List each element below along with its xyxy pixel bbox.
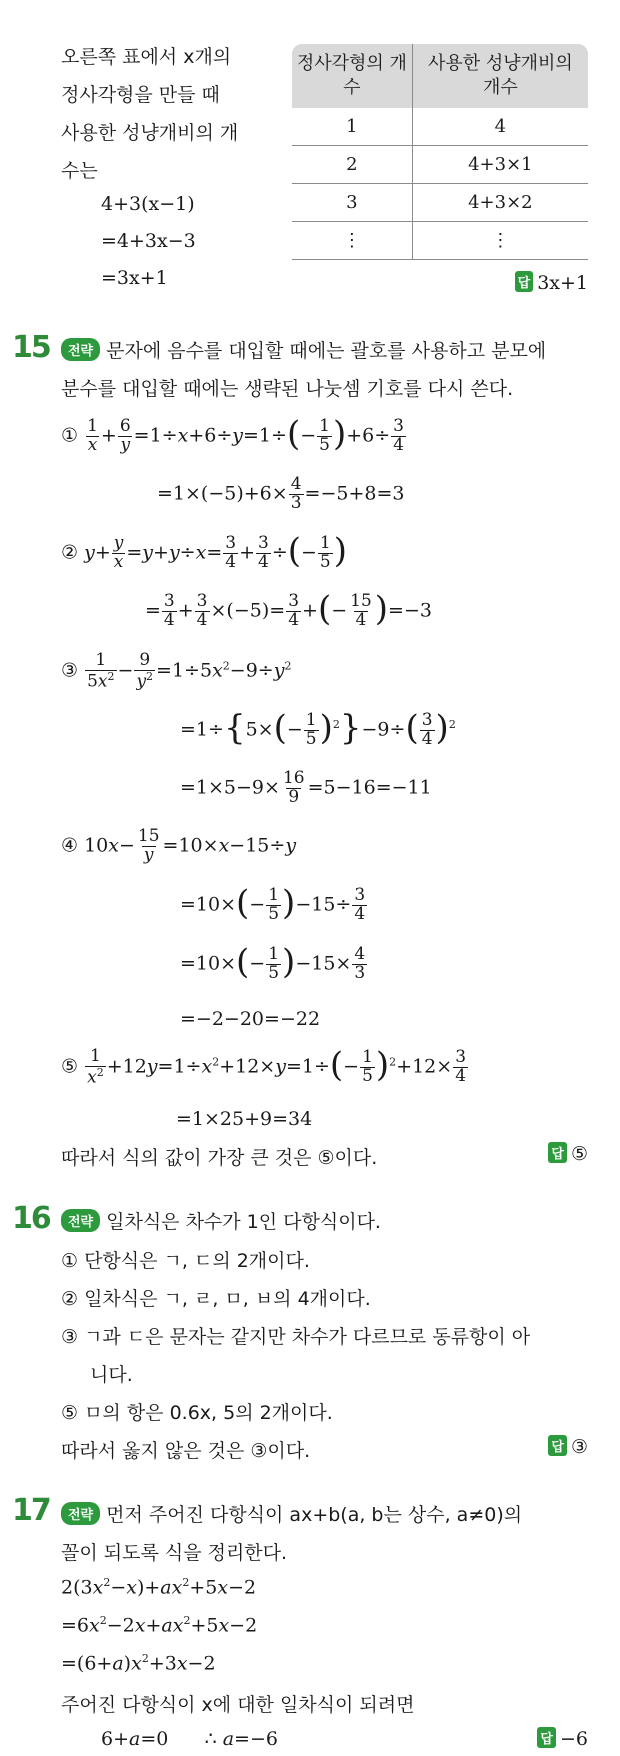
table-row: [292, 108, 588, 146]
table-cell: ⋮: [412, 222, 588, 260]
q15-option-4-line-2: =10×(− $\frac{1}{5}$ )−15÷ $\frac{3}{4}$: [180, 882, 366, 924]
answer-mark-icon: 답: [548, 1435, 567, 1456]
q16-line-5: ⑤ ㅁ의 항은 0.6x, 5의 2개이다.: [61, 1402, 333, 1424]
table-header: 정사각형의 개수: [292, 44, 412, 108]
answer-mark-icon: 답: [548, 1142, 567, 1163]
table-header: 사용한 성냥개비의 개수: [412, 44, 588, 108]
q16-line-2: ② 일차식은 ㄱ, ㄹ, ㅁ, ㅂ의 4개이다.: [61, 1288, 371, 1310]
q15-conclusion: 따라서 식의 값이 가장 큰 것은 ⑤이다.: [61, 1147, 378, 1169]
intro-line-4: 수는: [61, 160, 98, 182]
calc-line-2: =4+3x−3: [101, 230, 196, 252]
q16-strategy: 전략 일차식은 차수가 1인 다항식이다.: [61, 1207, 381, 1234]
top-answer: 답 3x+1: [515, 272, 588, 294]
q15-option-5-line-1: ⑤ $\frac{1}{x^2}$ $+12y=1\div x^2+12\times y=1\div(-$ $\frac{1}{5}$ )$^2$+12× $\frac{3}{4}$: [61, 1045, 467, 1088]
q15-option-3-line-3: =1×5−9× $\frac{16}{9}$ =5−16=−11: [180, 768, 432, 807]
strategy-tag: 전략: [61, 338, 100, 361]
q16-line-1: ① 단항식은 ㄱ, ㄷ의 2개이다.: [61, 1250, 310, 1272]
strategy-tag: 전략: [61, 1502, 100, 1525]
q15-option-3-line-2: =1÷{5×(− $\frac{1}{5}$ )$^2$}−9÷( $\frac{3}{4}$ )$^2$: [180, 707, 456, 749]
calc-line-3: =3x+1: [101, 267, 168, 289]
q15-option-3-line-1: ③ $\frac{1}{5x^2}$ − $\frac{9}{y^2}$ $=1\div 5x^2-9\div y^2$: [61, 650, 292, 692]
q17-result-line: 6+a=0 ∴ a=−6: [101, 1728, 278, 1750]
q15-option-1-line-1: ① $\frac{1}{x}$ + $\frac{6}{y}$ =1÷x+6÷y=1÷(− $\frac{1}{5}$ )+6÷ $\frac{3}{4}$: [61, 413, 404, 455]
q17-answer: 답 −6: [537, 1728, 588, 1750]
intro-line-3: 사용한 성냥개비의 개: [61, 122, 239, 144]
q16-answer: 답 ③: [548, 1436, 588, 1458]
q16-line-3: ③ ㄱ과 ㄷ은 문자는 같지만 차수가 다르므로 동류항이 아: [61, 1326, 531, 1348]
q17-calc-line-2: $=6x^2-2x+ax^2+5x-2$: [61, 1614, 258, 1637]
q15-option-4-line-3: =10×(− $\frac{1}{5}$ )−15× $\frac{4}{3}$: [180, 941, 366, 983]
q15-strategy-line-1: 전략 문자에 음수를 대입할 때에는 괄호를 사용하고 분모에: [61, 336, 546, 363]
q17-strategy-line-1: 전략 먼저 주어진 다항식이 ax+b(a, b는 상수, a≠0)의: [61, 1500, 522, 1527]
table-cell: 2: [292, 146, 412, 184]
intro-line-2: 정사각형을 만들 때: [61, 84, 220, 106]
table-cell: 4: [412, 108, 588, 146]
matchstick-table: [292, 44, 588, 260]
q17-text-line: 주어진 다항식이 x에 대한 일차식이 되려면: [61, 1694, 415, 1716]
q15-option-2-line-2: = $\frac{3}{4}$ + $\frac{3}{4}$ ×(−5)= $\frac{3}{4}$ +(− $\frac{15}{4}$ )=−3: [145, 588, 432, 630]
q16-conclusion: 따라서 옳지 않은 것은 ③이다.: [61, 1440, 311, 1462]
strategy-tag: 전략: [61, 1209, 100, 1232]
table-row: [292, 184, 588, 222]
table-cell: 1: [292, 108, 412, 146]
answer-mark-icon: 답: [515, 271, 534, 292]
answer-mark-icon: 답: [537, 1727, 556, 1748]
q15-answer: 답 ⑤: [548, 1143, 588, 1165]
question-number-15: 15: [12, 330, 50, 365]
table-cell: 3: [292, 184, 412, 222]
table-header-row: [292, 44, 588, 108]
q16-line-4: 니다.: [90, 1364, 133, 1386]
q17-strategy-line-2: 꼴이 되도록 식을 정리한다.: [61, 1542, 288, 1564]
table-cell: 4+3×1: [412, 146, 588, 184]
q17-calc-line-3: $=(6+a)x^2+3x-2$: [61, 1652, 216, 1675]
calc-line-1: 4+3(x−1): [101, 193, 195, 215]
q15-option-4-line-4: =−2−20=−22: [180, 1008, 321, 1030]
q15-strategy-line-2: 분수를 대입할 때에는 생략된 나눗셈 기호를 다시 쓴다.: [61, 378, 514, 400]
q15-option-5-line-2: =1×25+9=34: [176, 1108, 313, 1130]
q15-option-1-line-2: =1×(−5)+6× $\frac{4}{3}$ =−5+8=3: [157, 474, 405, 513]
q15-option-2-line-1: ② y+ $\frac{y}{x}$ =y+y÷x= $\frac{3}{4}$ + $\frac{3}{4}$ ÷(− $\frac{1}{5}$ ): [61, 530, 348, 572]
table-row: [292, 222, 588, 260]
table-row: [292, 146, 588, 184]
table-cell: ⋮: [292, 222, 412, 260]
intro-line-1: 오른쪽 표에서 x개의: [61, 46, 232, 68]
question-number-17: 17: [12, 1493, 50, 1528]
q15-option-4-line-1: ④ 10x− $\frac{15}{y}$ =10×x−15÷y: [61, 826, 297, 865]
question-number-16: 16: [12, 1201, 50, 1236]
q17-calc-line-1: $2(3x^2-x)+ax^2+5x-2$: [61, 1576, 257, 1599]
table-cell: 4+3×2: [412, 184, 588, 222]
